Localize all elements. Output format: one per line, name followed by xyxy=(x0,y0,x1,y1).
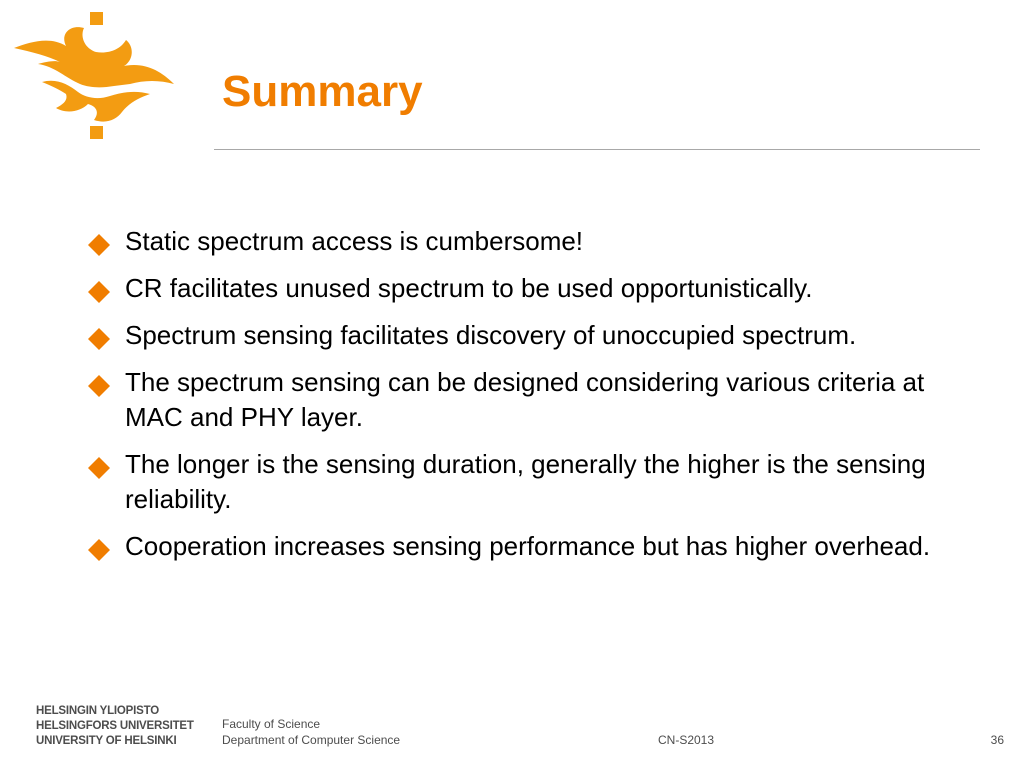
diamond-bullet-icon xyxy=(88,539,110,561)
course-code: CN-S2013 xyxy=(658,733,715,747)
bullet-item xyxy=(88,271,978,306)
title-divider xyxy=(214,149,980,150)
bullet-item xyxy=(88,365,978,435)
department-name: Department of Computer Science xyxy=(222,733,401,747)
university-name-swedish: HELSINGFORS UNIVERSITET xyxy=(36,720,194,732)
bullet-text: CR facilitates unused spectrum to be used opportunistically. xyxy=(125,273,813,303)
diamond-bullet-icon xyxy=(88,281,110,303)
diamond-bullet-icon xyxy=(88,234,110,256)
diamond-bullet-icon xyxy=(88,457,110,479)
university-name-finnish: HELSINGIN YLIOPISTO xyxy=(36,705,159,717)
diamond-bullet-icon xyxy=(88,375,110,397)
bullet-item xyxy=(88,529,978,564)
bullet-text: The longer is the sensing duration, generally the higher is the sensing reliability. xyxy=(125,449,926,514)
faculty-name: Faculty of Science xyxy=(222,717,321,731)
bullet-text: Static spectrum access is cumbersome! xyxy=(125,226,584,256)
diamond-bullet-icon xyxy=(88,328,110,350)
university-logo-icon xyxy=(10,8,186,148)
bullet-text: Cooperation increases sensing performance but has higher overhead. xyxy=(125,531,931,561)
bullet-text: Spectrum sensing facilitates discovery of unoccupied spectrum. xyxy=(125,320,857,350)
bullet-item xyxy=(88,224,978,259)
department-block xyxy=(222,716,400,748)
bullet-list xyxy=(88,224,978,576)
university-name-english: UNIVERSITY OF HELSINKI xyxy=(36,735,177,747)
page-number: 36 xyxy=(990,733,1004,747)
university-name-block xyxy=(36,704,194,749)
bullet-text: The spectrum sensing can be designed considering various criteria at MAC and PHY layer. xyxy=(125,367,925,432)
bullet-item xyxy=(88,318,978,353)
slide-title: Summary xyxy=(222,67,423,116)
bullet-item xyxy=(88,447,978,517)
